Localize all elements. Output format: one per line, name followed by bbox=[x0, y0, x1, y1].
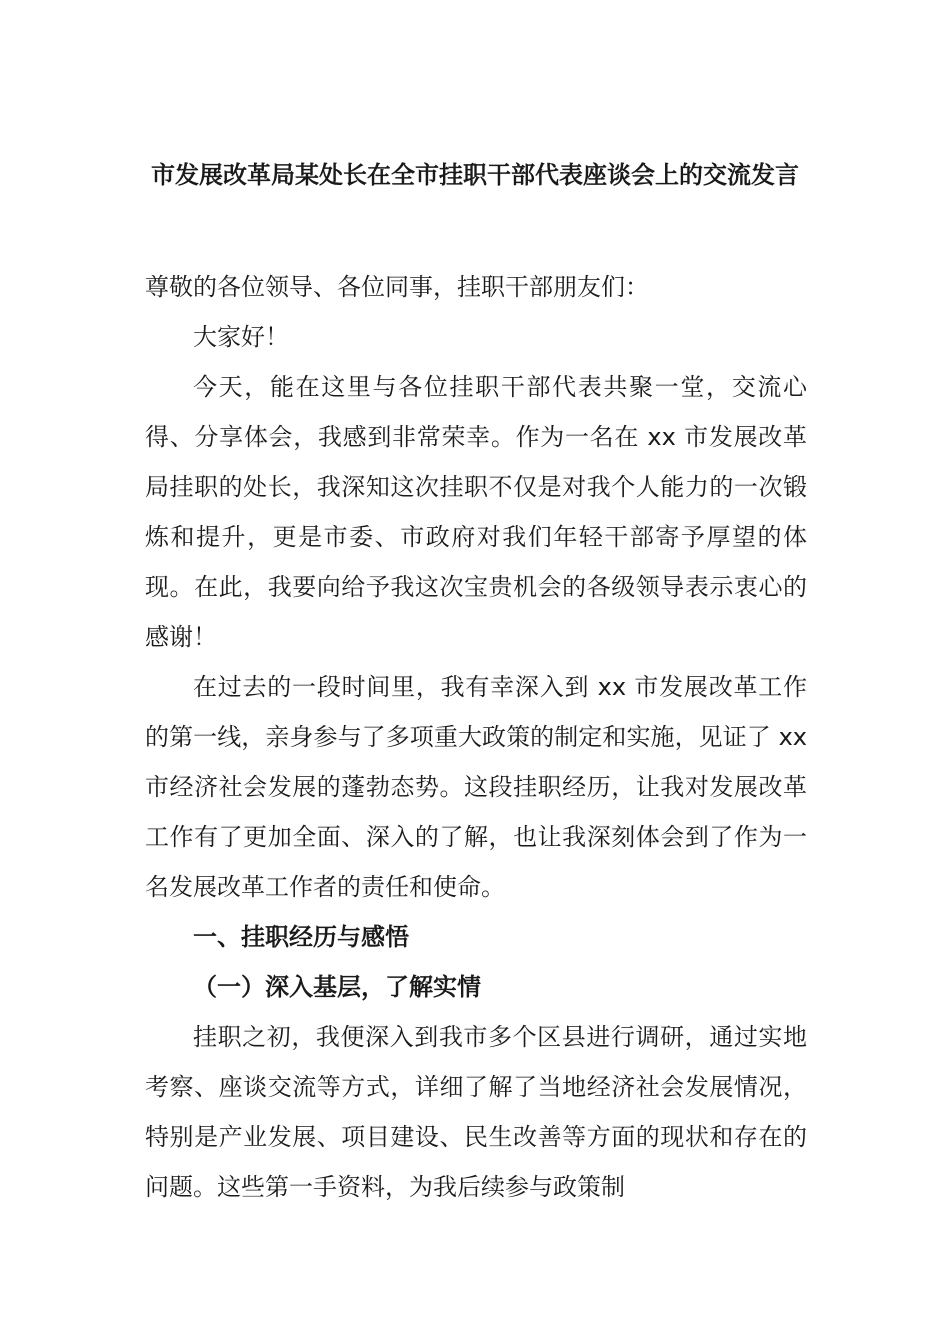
document-body bbox=[145, 262, 807, 1212]
subsection-heading: （一）深入基层，了解实情 bbox=[193, 973, 481, 1001]
paragraph-grassroots: 挂职之初，我便深入到我市多个区县进行调研，通过实地考察、座谈交流等方式，详细了解了当地经济社会发展情况，特别是产业发展、项目建设、民生改善等方面的现状和存在的问题。这些第一手资料，为我后续参与政策制 bbox=[145, 1023, 807, 1201]
greeting: 大家好！ bbox=[193, 323, 289, 351]
paragraph-intro: 今天，能在这里与各位挂职干部代表共聚一堂，交流心得、分享体会，我感到非常荣幸。作为一名在 xx 市发展改革局挂职的处长，我深知这次挂职不仅是对我个人能力的一次锻炼和提升，更是市委、市政府对我们年轻干部寄予厚望的体现。在此，我要向给予我这次宝贵机会的各级领导表示衷心的感谢！ bbox=[145, 373, 807, 651]
paragraph-experience: 在过去的一段时间里，我有幸深入到 xx 市发展改革工作的第一线，亲身参与了多项重大政策的制定和实施，见证了 xx 市经济社会发展的蓬勃态势。这段挂职经历，让我对发展改革工作有了更加全面、深入的了解，也让我深刻体会到了作为一名发展改革工作者的责任和使命。 bbox=[145, 673, 807, 901]
section-heading: 一、挂职经历与感悟 bbox=[193, 923, 409, 951]
salutation: 尊敬的各位领导、各位同事，挂职干部朋友们： bbox=[145, 273, 649, 301]
document-title: 市发展改革局某处长在全市挂职干部代表座谈会上的交流发言 bbox=[151, 161, 799, 189]
